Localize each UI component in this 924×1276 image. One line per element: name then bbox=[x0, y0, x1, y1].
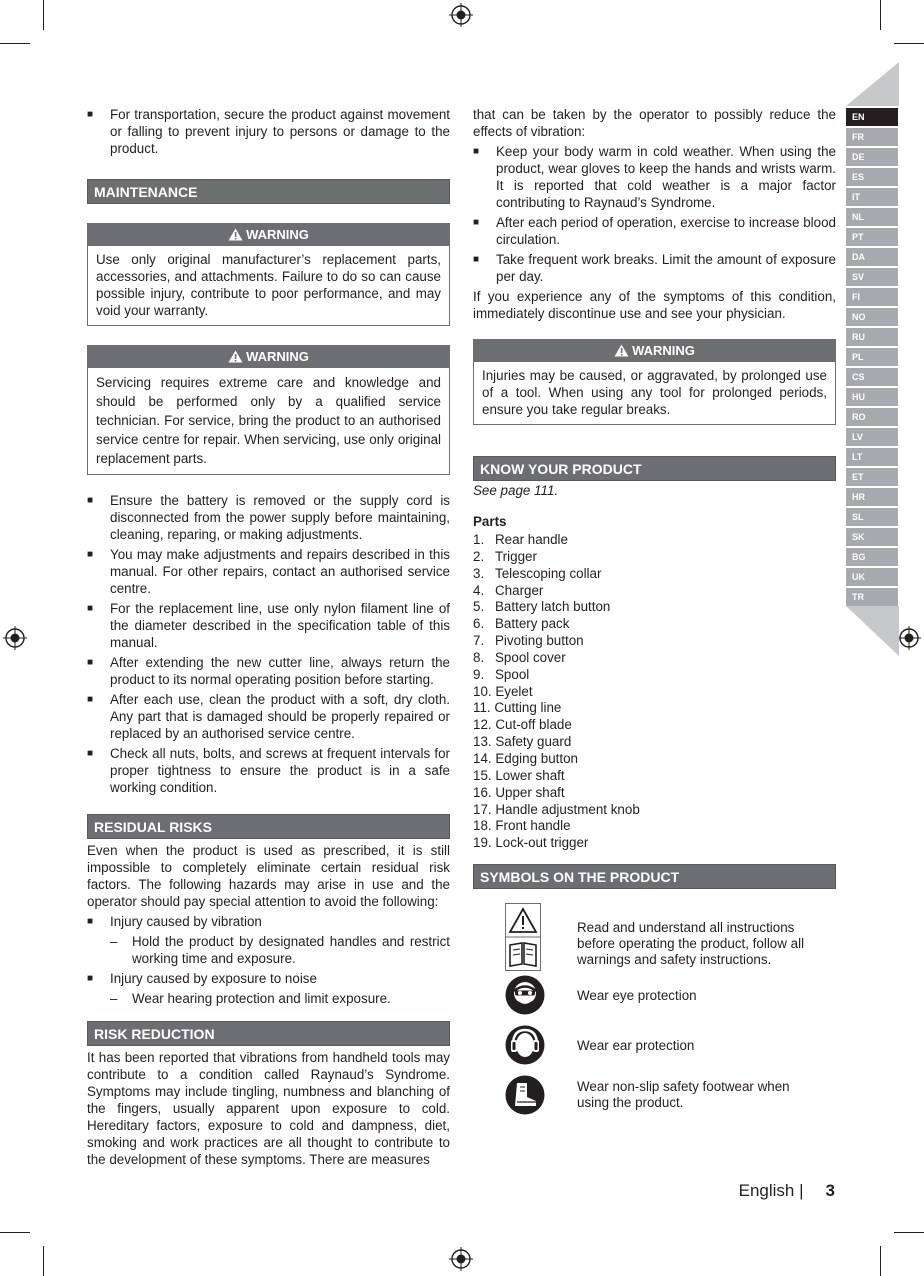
parts-list-item: 5. Battery latch button bbox=[473, 599, 611, 615]
crop-mark bbox=[880, 0, 881, 30]
language-tab-bg[interactable]: BG bbox=[846, 548, 898, 566]
language-tab-ru[interactable]: RU bbox=[846, 328, 898, 346]
parts-list-item: 13. Safety guard bbox=[473, 734, 572, 750]
language-tab-lv[interactable]: LV bbox=[846, 428, 898, 446]
language-tab-en[interactable]: EN bbox=[846, 108, 898, 126]
footer-language: English | bbox=[738, 1181, 804, 1200]
symbol-row bbox=[473, 973, 836, 1023]
language-tab-it[interactable]: IT bbox=[846, 188, 898, 206]
symbol-row bbox=[473, 903, 836, 973]
safety-footwear-icon bbox=[505, 1075, 545, 1115]
language-tab-et[interactable]: ET bbox=[846, 468, 898, 486]
warning-header bbox=[88, 346, 449, 368]
page-footer bbox=[739, 1181, 835, 1201]
parts-list-item: 3. Telescoping collar bbox=[473, 565, 602, 581]
language-tab-uk[interactable]: UK bbox=[846, 568, 898, 586]
language-tab-fi[interactable]: FI bbox=[846, 288, 898, 306]
parts-list-item: 8. Spool cover bbox=[473, 649, 566, 665]
parts-heading: Parts bbox=[473, 514, 507, 529]
eye-protection-icon bbox=[505, 975, 545, 1015]
symbol-text: Read and understand all instructions before operating the product, follow all warnings and safety instructions. bbox=[577, 920, 805, 968]
bullet-item: ■ After each period of operation, exercise to increase blood circulation. bbox=[473, 215, 836, 247]
language-tab-cs[interactable]: CS bbox=[846, 368, 898, 386]
symbol-text: Wear non-slip safety footwear when using the product. bbox=[577, 1079, 790, 1111]
registration-mark-icon bbox=[897, 626, 921, 650]
parts-list-item: 1. Rear handle bbox=[473, 532, 568, 547]
parts-list-item: 12. Cut-off blade bbox=[473, 717, 572, 733]
warning-header bbox=[88, 224, 449, 246]
symbol-row bbox=[473, 1073, 836, 1123]
language-tab-de[interactable]: DE bbox=[846, 148, 898, 166]
registration-mark-icon bbox=[449, 1247, 473, 1271]
parts-list-item: 19. Lock-out trigger bbox=[473, 835, 589, 851]
warning-text: Injuries may be caused, or aggravated, by prolonged use of a tool. When using any tool for prolonged periods, ensure you take regular breaks. bbox=[482, 368, 827, 417]
closing-text: If you experience any of the symptoms of this condition, immediately discontinue use and see your physician. bbox=[473, 289, 836, 321]
warning-label: WARNING bbox=[246, 349, 309, 364]
language-tab-ro[interactable]: RO bbox=[846, 408, 898, 426]
parts-list-item: 4. Charger bbox=[473, 582, 544, 598]
bullet-item: ■ For the replacement line, use only nylon filament line of the diameter described in the specification table of this manual. bbox=[87, 601, 450, 650]
section-header-know-your-product: KNOW YOUR PRODUCT bbox=[473, 456, 836, 481]
crop-mark bbox=[43, 0, 44, 30]
language-tab-es[interactable]: ES bbox=[846, 168, 898, 186]
parts-list-item: 14. Edging button bbox=[473, 750, 579, 766]
ear-protection-icon bbox=[505, 1025, 545, 1065]
warning-label: WARNING bbox=[246, 227, 309, 242]
section-header-risk-reduction: RISK REDUCTION bbox=[87, 1021, 450, 1046]
parts-list-item: 9. Spool bbox=[473, 666, 530, 682]
parts-list-item: 17. Handle adjustment knob bbox=[473, 801, 640, 817]
section-header-symbols: SYMBOLS ON THE PRODUCT bbox=[473, 864, 836, 889]
parts-list-item: 7. Pivoting button bbox=[473, 633, 584, 649]
bullet-item: ■ Ensure the battery is removed or the supply cord is disconnected from the power supply before maintaining, cleaning, reparing, or making adjustments. bbox=[87, 493, 450, 542]
warning-label: WARNING bbox=[632, 343, 695, 358]
maintenance-bullets bbox=[87, 492, 450, 796]
parts-list bbox=[473, 531, 836, 851]
bullet-item: ■ For transportation, secure the product against movement or falling to prevent injury to persons or damage to the product. bbox=[87, 107, 450, 156]
left-column bbox=[87, 106, 450, 1168]
continuation-text: that can be taken by the operator to possibly reduce the effects of vibration: bbox=[473, 107, 836, 139]
registration-mark-icon bbox=[449, 3, 473, 27]
bullet-item: ■ Injury caused by exposure to noise bbox=[87, 971, 317, 986]
right-column bbox=[473, 106, 836, 1123]
warning-header bbox=[474, 340, 835, 362]
section-header-residual-risks: RESIDUAL RISKS bbox=[87, 814, 450, 839]
sub-bullet-item: – Wear hearing protection and limit exposure. bbox=[110, 991, 391, 1006]
warning-box bbox=[473, 339, 836, 425]
registration-mark-icon bbox=[3, 626, 27, 650]
crop-mark bbox=[894, 1232, 924, 1233]
language-tab-sl[interactable]: SL bbox=[846, 508, 898, 526]
symbol-text: Wear ear protection bbox=[577, 1038, 695, 1054]
language-tab-list bbox=[846, 108, 898, 608]
symbols-list bbox=[473, 903, 836, 1123]
parts-list-item: 10. Eyelet bbox=[473, 683, 533, 699]
language-tab-sk[interactable]: SK bbox=[846, 528, 898, 546]
language-tab-fr[interactable]: FR bbox=[846, 128, 898, 146]
language-tab-lt[interactable]: LT bbox=[846, 448, 898, 466]
warning-triangle-icon bbox=[614, 344, 629, 357]
warning-text: Use only original manufacturer’s replacement parts, accessories, and attachments. Failure to do so can cause possible injury, contribute to poor performance, and may void your warranty. bbox=[96, 252, 441, 318]
read-manual-icon bbox=[505, 903, 541, 971]
warning-box bbox=[87, 345, 450, 475]
language-tab-da[interactable]: DA bbox=[846, 248, 898, 266]
crop-mark bbox=[43, 1246, 44, 1276]
symbol-text: Wear eye protection bbox=[577, 988, 697, 1004]
bullet-item: ■ After each use, clean the product with a soft, dry cloth. Any part that is damaged should be properly repaired or replaced by an authorised service centre. bbox=[87, 692, 450, 741]
language-tab-sv[interactable]: SV bbox=[846, 268, 898, 286]
bullet-item: ■ Keep your body warm in cold weather. When using the product, wear gloves to keep the hands and wrists warm. It is reported that cold weather is a major factor contributing to Raynaud’s Syndrome. bbox=[473, 144, 836, 210]
crop-mark bbox=[894, 43, 924, 44]
parts-list-item: 2. Trigger bbox=[473, 548, 537, 564]
crop-mark bbox=[0, 1232, 30, 1233]
bullet-item: ■ After extending the new cutter line, always return the product to its normal operating position before starting. bbox=[87, 655, 450, 687]
symbol-row bbox=[473, 1023, 836, 1073]
see-page-reference: See page 111. bbox=[473, 483, 559, 498]
residual-risks-intro: Even when the product is used as prescribed, it is still impossible to completely eliminate certain residual risk factors. The following hazards may arise in use and the operator should pay special attention to avoid the following: bbox=[87, 843, 450, 909]
page-number: 3 bbox=[825, 1181, 835, 1200]
bullet-item: ■ Take frequent work breaks. Limit the amount of exposure per day. bbox=[473, 252, 836, 284]
language-tab-nl[interactable]: NL bbox=[846, 208, 898, 226]
language-tab-tr[interactable]: TR bbox=[846, 588, 898, 606]
language-tab-pt[interactable]: PT bbox=[846, 228, 898, 246]
language-tab-no[interactable]: NO bbox=[846, 308, 898, 326]
bullet-text: For transportation, secure the product against movement or falling to prevent injury to persons or damage to the product. bbox=[110, 107, 450, 156]
bullet-item: ■ Check all nuts, bolts, and screws at frequent intervals for proper tightness to ensure the product is in a safe working condition. bbox=[87, 746, 450, 795]
parts-list-item: 18. Front handle bbox=[473, 818, 571, 834]
parts-list-item: 6. Battery pack bbox=[473, 616, 570, 632]
warning-text: Servicing requires extreme care and knowledge and should be performed only by a qualified service technician. For service, bring the product to an authorised service centre for repair. When servicing, use only original replacement parts. bbox=[96, 375, 441, 466]
sub-bullet-item: – Hold the product by designated handles and restrict working time and exposure. bbox=[110, 934, 450, 966]
bullet-item: ■ You may make adjustments and repairs described in this manual. For other repairs, contact an authorised service centre. bbox=[87, 547, 450, 596]
crop-mark bbox=[0, 43, 30, 44]
warning-triangle-icon bbox=[228, 228, 243, 241]
parts-list-item: 11. Cutting line bbox=[473, 700, 562, 716]
warning-triangle-icon bbox=[228, 350, 243, 363]
warning-box bbox=[87, 223, 450, 326]
section-header-maintenance: MAINTENANCE bbox=[87, 179, 450, 204]
bullet-item: ■ Injury caused by vibration bbox=[87, 914, 262, 929]
language-tab-hu[interactable]: HU bbox=[846, 388, 898, 406]
language-tab-pl[interactable]: PL bbox=[846, 348, 898, 366]
crop-mark bbox=[880, 1246, 881, 1276]
risk-reduction-text: It has been reported that vibrations from handheld tools may contribute to a condition called Raynaud’s Syndrome. Symptoms may include tingling, numbness and blanching of the fingers, usually apparent upon exposure to cold. Hereditary factors, exposure to cold and dampness, diet, smoking and work practices are all thought to contribute to the development of these symptoms. There are measures bbox=[87, 1050, 450, 1167]
parts-list-item: 15. Lower shaft bbox=[473, 767, 565, 783]
language-tab-hr[interactable]: HR bbox=[846, 488, 898, 506]
parts-list-item: 16. Upper shaft bbox=[473, 784, 565, 800]
